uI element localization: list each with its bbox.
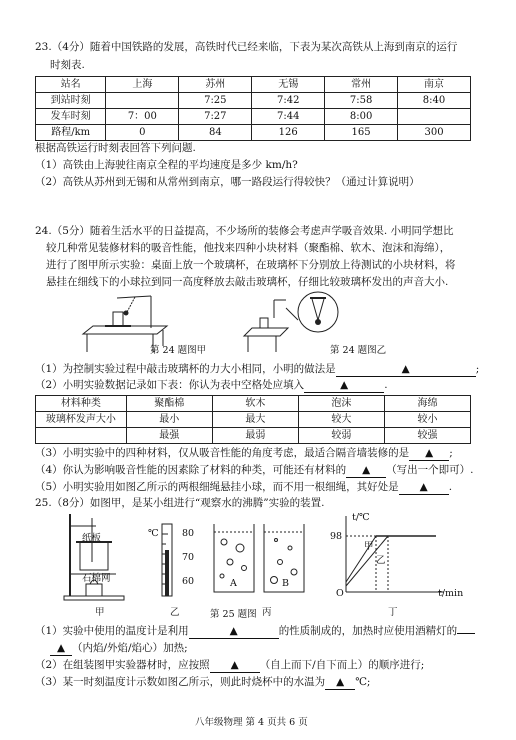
beaker-label-a: A [230, 578, 237, 589]
q24-fig-jia-caption: 第 24 题图甲 [150, 345, 207, 356]
table-cell: 最弱 [212, 428, 298, 444]
table-cell: 84 [179, 125, 252, 141]
label-zhiban: 纸板 [82, 533, 102, 544]
blank-mark: ▲ [230, 659, 239, 671]
table-cell: 最大 [212, 412, 298, 428]
table-cell: 海绵 [384, 396, 470, 412]
q24-sub5-text: （5）小明实验用如图乙所示的两根细绳悬挂小球，而不用一根细绳，其好处是 [35, 481, 399, 493]
q24-p1: 24.（5分）随着生活水平的日益提高，不少场所的装修会考虑声学吸音效果. 小明同学想比 [35, 225, 454, 237]
q23-timetable [35, 76, 471, 141]
answer-blank[interactable] [457, 633, 475, 634]
table-cell: 聚酯棉 [126, 396, 212, 412]
table-cell: 7:42 [252, 93, 325, 109]
table-row [36, 428, 471, 444]
table-cell: 7:25 [179, 93, 252, 109]
table-cell: 7:44 [252, 109, 325, 125]
graph-x-label: t/min [438, 588, 464, 599]
q25-sub1-tail: （内焰/外焰/焰心）加热; [72, 642, 188, 654]
q23-line1: 23.（4分）随着中国铁路的发展，高铁时代已经来临，下表为某次高铁从上海到南京的运行 [35, 41, 458, 53]
q25-sub3 [35, 675, 370, 690]
table-cell: 材料种类 [36, 396, 127, 412]
answer-blank[interactable] [336, 362, 476, 377]
table-cell: 300 [398, 125, 471, 141]
table-cell: 无锡 [252, 77, 325, 93]
blank-mark: ▲ [340, 379, 349, 391]
q24-fig-yi-caption: 第 24 题图乙 [330, 345, 387, 356]
table-cell [36, 428, 127, 444]
blank-mark: ▲ [229, 625, 238, 637]
table-row [36, 396, 471, 412]
blank-mark: ▲ [56, 642, 66, 654]
q25-sub1-text: （1）实验中使用的温度计是利用 [35, 625, 189, 637]
q25-beakers [210, 518, 310, 598]
table-cell: 最强 [126, 428, 212, 444]
blank-mark: ▲ [336, 676, 345, 688]
table-cell: 常州 [325, 77, 398, 93]
table-cell: 0 [106, 125, 179, 141]
q24-sub3: （3）小明实验中的四种材料，仅从吸音性能的角度考虑，最适合隔音墙装修的是 ▲ ; [35, 447, 453, 459]
unit-celsius: ℃ [148, 528, 159, 539]
table-cell: 泡沫 [298, 396, 384, 412]
table-row [36, 77, 471, 93]
q24-figure-yi [240, 290, 340, 354]
q24-sub1-text: （1）为控制实验过程中敲击玻璃杯的力大小相同，小明的做法是 [35, 363, 336, 375]
table-cell: 南京 [398, 77, 471, 93]
table-cell: 较强 [384, 428, 470, 444]
answer-blank[interactable] [50, 641, 72, 656]
q24-sub4-tail: （写出一个即可）. [386, 464, 474, 476]
table-row [36, 109, 471, 125]
table-cell: 最小 [126, 412, 212, 428]
q24-sub1: （1）为控制实验过程中敲击玻璃杯的力大小相同，小明的做法是 ▲ ; [35, 363, 480, 375]
blank-mark: ▲ [425, 447, 434, 459]
table-cell: 站名 [36, 77, 106, 93]
q25-intro: 25.（8分）如图甲，是某小组进行“观察水的沸腾”实验的装置. [35, 497, 325, 509]
table-row [36, 93, 471, 109]
graph-origin: O [336, 588, 344, 599]
blank-mark: ▲ [362, 464, 371, 476]
table-cell: 126 [252, 125, 325, 141]
table-cell [398, 109, 471, 125]
q25-graph [336, 512, 456, 598]
caption-bing: 丙 [262, 607, 272, 618]
answer-blank[interactable] [346, 463, 386, 478]
table-cell: 8:00 [325, 109, 398, 125]
q24-material-table [35, 395, 471, 444]
page-footer: 八年级物理 第 4 页共 6 页 [195, 717, 308, 728]
table-cell: 到站时刻 [36, 93, 106, 109]
q25-sub1-mid: 的性质制成的，加热时应使用酒精灯的 [278, 625, 458, 637]
caption-jia: 甲 [95, 607, 105, 618]
graph-jia: 甲 [364, 541, 374, 552]
table-cell: 上海 [106, 77, 179, 93]
q25-sub3-text: （3）某一时刻温度计示数如图乙所示，则此时烧杯中的水温为 [35, 676, 326, 688]
table-cell: 路程/km [36, 125, 106, 141]
table-cell: 发车时刻 [36, 109, 106, 125]
q24-sub2: （2）小明实验数据记录如下表：你认为表中空格处应填入 ▲ . [35, 379, 388, 391]
table-cell: 8:40 [398, 93, 471, 109]
graph-98: 98 [330, 531, 343, 542]
answer-blank[interactable] [304, 378, 384, 393]
blank-mark: ▲ [401, 363, 410, 375]
q24-sub4 [35, 463, 474, 478]
tick-60: 60 [182, 576, 195, 587]
q25-figure-jia [62, 512, 132, 602]
answer-blank[interactable] [399, 480, 449, 495]
q23-sub2: （2）高铁从苏州到无锡和从常州到南京，哪一路段运行得较快？（通过计算说明） [35, 176, 420, 188]
q23-after: 根据高铁运行时刻表回答下列问题. [35, 142, 196, 154]
caption-yi: 乙 [170, 607, 180, 618]
tick-80: 80 [182, 528, 195, 539]
q24-sub2-text: （2）小明实验数据记录如下表：你认为表中空格处应填入 [35, 379, 305, 391]
answer-blank[interactable] [210, 658, 260, 673]
q24-p3: 进行了图甲所示实验：桌面上放一个玻璃杯，在玻璃杯下分别放上待测试的小块材料，将 [46, 259, 456, 271]
table-cell: 软木 [212, 396, 298, 412]
q25-sub3-tail: ℃; [355, 676, 371, 688]
q23-sub1: （1）高铁由上海驶往南京全程的平均速度是多少 km/h? [35, 159, 298, 171]
table-cell: 较大 [298, 412, 384, 428]
label-shimianwang: 石棉网 [82, 573, 111, 584]
q24-p2: 较几种常见装修材料的吸音性能，他找来四种小块材料（聚酯棉、软木、泡沫和海绵）， [46, 242, 451, 254]
q24-sub3-text: （3）小明实验中的四种材料，仅从吸音性能的角度考虑，最适合隔音墙装修的是 [35, 447, 410, 459]
q25-sub2-tail: （自上而下/自下而上）的顺序进行; [259, 659, 425, 671]
q24-p4: 悬挂在细线下的小球拉到同一高度释放去敲击玻璃杯，仔细比较玻璃杯发出的声音大小. [46, 276, 449, 288]
answer-blank[interactable] [325, 675, 355, 690]
q24-sub5: （5）小明实验用如图乙所示的两根细绳悬挂小球，而不用一根细绳，其好处是 ▲ . [35, 481, 453, 493]
table-cell: 7:27 [179, 109, 252, 125]
table-cell: 7:58 [325, 93, 398, 109]
answer-blank[interactable] [409, 446, 449, 461]
table-cell: 165 [325, 125, 398, 141]
table-cell: 7：00 [106, 109, 179, 125]
q24-sub4-text: （4）你认为影响吸音性能的因素除了材料的种类，可能还有材料的 [35, 464, 347, 476]
table-cell: 苏州 [179, 77, 252, 93]
table-cell: 较小 [384, 412, 470, 428]
graph-y-label: t/℃ [352, 512, 370, 523]
graph-yi: 乙 [376, 555, 386, 566]
tick-70: 70 [182, 552, 195, 563]
q25-sub2 [35, 658, 424, 673]
table-cell: 玻璃杯发声大小 [36, 412, 127, 428]
blank-mark: ▲ [419, 481, 428, 493]
q25-sub1-cont [50, 641, 188, 656]
table-cell [106, 93, 179, 109]
table-row [36, 412, 471, 428]
caption-ding: 丁 [388, 607, 398, 618]
table-cell: 较弱 [298, 428, 384, 444]
answer-blank[interactable] [189, 624, 279, 639]
q25-sub1 [35, 624, 475, 639]
q25-sub2-text: （2）在组装图甲实验器材时，应按照 [35, 659, 210, 671]
beaker-label-b: B [282, 578, 289, 589]
q23-line2: 时刻表. [50, 59, 85, 71]
table-row [36, 125, 471, 141]
caption-fig25: 第 25 题图 [210, 609, 257, 620]
